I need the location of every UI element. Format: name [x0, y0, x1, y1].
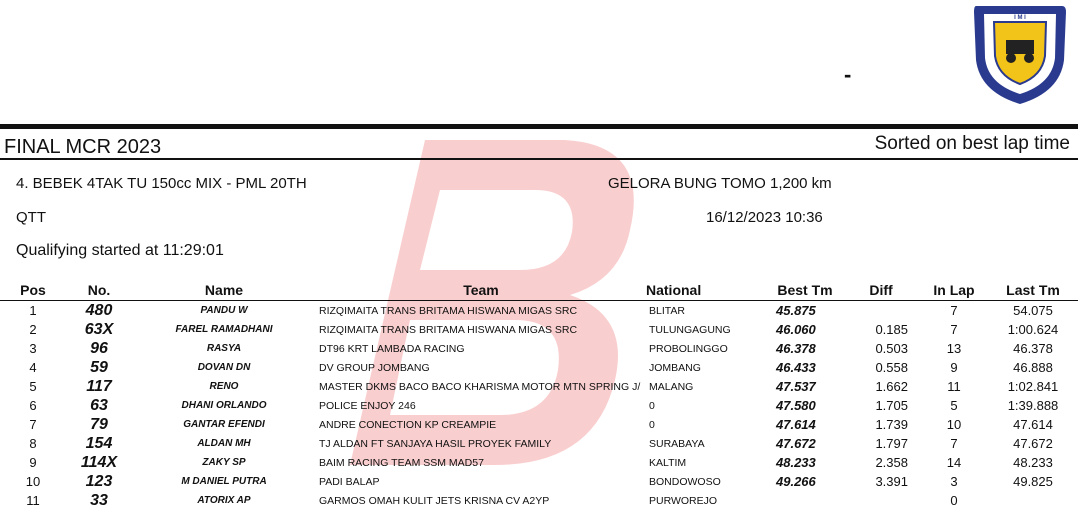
- cell-pos: 1: [29, 303, 37, 318]
- col-header-pos: Pos: [0, 280, 66, 301]
- cell-number: 63X: [84, 320, 114, 338]
- cell-best-time: 49.266: [776, 474, 816, 489]
- col-header-team: Team: [316, 280, 646, 301]
- cell-pos: 7: [29, 417, 37, 432]
- cell-diff: 1.705: [875, 398, 908, 413]
- event-title: FINAL MCR 2023: [4, 136, 162, 158]
- cell-diff: 0.558: [875, 360, 908, 375]
- cell-pos: 8: [29, 436, 37, 451]
- col-header-name: Name: [132, 280, 316, 301]
- cell-rider-name: RENO: [209, 381, 239, 392]
- cell-best-time: 47.614: [776, 417, 816, 432]
- cell-team: TJ ALDAN FT SANJAYA HASIL PROYEK FAMILY: [319, 437, 552, 450]
- cell-in-lap: 7: [950, 436, 958, 451]
- results-table: [0, 280, 1078, 510]
- cell-last-time: 46.378: [1013, 341, 1053, 356]
- cell-number: 79: [90, 415, 108, 433]
- cell-team: GARMOS OMAH KULIT JETS KRISNA CV A2YP: [319, 494, 550, 507]
- cell-best-time: [768, 491, 842, 510]
- cell-rider-name: DHANI ORLANDO: [181, 400, 267, 411]
- header-dash: -: [844, 62, 852, 87]
- cell-best-time: 46.060: [776, 322, 816, 337]
- cell-best-time: 47.672: [776, 436, 816, 451]
- cell-last-time: 1:02.841: [1007, 379, 1059, 394]
- cell-in-lap: 7: [950, 322, 958, 337]
- cell-in-lap: 9: [950, 360, 958, 375]
- cell-rider-name: ATORIX AP: [197, 495, 251, 506]
- table-row: [0, 491, 1078, 510]
- cell-last-time: 47.614: [1013, 417, 1053, 432]
- cell-rider-name: RASYA: [206, 343, 242, 354]
- class-name: 4. BEBEK 4TAK TU 150cc MIX - PML 20TH: [16, 175, 307, 192]
- cell-last-time: 47.672: [1013, 436, 1053, 451]
- cell-number: 154: [85, 434, 113, 452]
- cell-last-time: 1:39.888: [1007, 398, 1059, 413]
- cell-national: 0: [649, 399, 655, 412]
- col-header-inlap: In Lap: [920, 280, 988, 301]
- cell-in-lap: 7: [950, 303, 958, 318]
- cell-best-time: 45.875: [776, 303, 816, 318]
- table-row: [0, 339, 1078, 358]
- cell-in-lap: 11: [947, 379, 961, 394]
- svg-text:I M I: I M I: [1014, 15, 1026, 21]
- cell-number: 114X: [80, 453, 118, 471]
- cell-in-lap: 13: [946, 341, 962, 356]
- cell-diff: 0.185: [875, 322, 908, 337]
- cell-rider-name: M DANIEL PUTRA: [181, 476, 267, 487]
- cell-last-time: [988, 491, 1078, 510]
- cell-team: MASTER DKMS BACO BACO KHARISMA MOTOR MTN SPRING J/: [319, 380, 641, 393]
- cell-team: DT96 KRT LAMBADA RACING: [319, 342, 465, 355]
- cell-pos: 2: [29, 322, 37, 337]
- cell-last-time: 49.825: [1013, 474, 1053, 489]
- table-row: [0, 358, 1078, 377]
- cell-last-time: 46.888: [1013, 360, 1053, 375]
- cell-number: 63: [90, 396, 108, 414]
- cell-rider-name: GANTAR EFENDI: [183, 419, 265, 430]
- table-row: [0, 472, 1078, 491]
- cell-national: PURWOREJO: [649, 494, 718, 507]
- cell-best-time: 47.580: [776, 398, 816, 413]
- cell-last-time: 1:00.624: [1007, 322, 1059, 337]
- cell-pos: 6: [29, 398, 37, 413]
- cell-team: ANDRE CONECTION KP CREAMPIE: [319, 418, 497, 431]
- cell-number: 59: [90, 358, 108, 376]
- cell-team: POLICE ENJOY 246: [319, 399, 416, 412]
- cell-in-lap: 0: [950, 493, 958, 508]
- cell-national: BLITAR: [649, 304, 685, 317]
- cell-in-lap: 14: [946, 455, 962, 470]
- cell-rider-name: FAREL RAMADHANI: [175, 324, 273, 335]
- cell-rider-name: ALDAN MH: [197, 438, 251, 449]
- cell-rider-name: PANDU W: [200, 305, 248, 316]
- cell-national: 0: [649, 418, 655, 431]
- cell-national: SURABAYA: [649, 437, 705, 450]
- cell-diff: 3.391: [875, 474, 908, 489]
- table-row: [0, 434, 1078, 453]
- cell-team: PADI BALAP: [319, 475, 380, 488]
- col-header-no: No.: [66, 280, 132, 301]
- header-divider: [0, 158, 1078, 160]
- cell-team: RIZQIMAITA TRANS BRITAMA HISWANA MIGAS SRC: [319, 323, 578, 336]
- col-header-best: Best Tm: [768, 280, 842, 301]
- table-row: [0, 415, 1078, 434]
- table-row: [0, 453, 1078, 472]
- cell-in-lap: 3: [950, 474, 958, 489]
- cell-best-time: 46.378: [776, 341, 816, 356]
- cell-diff: 0.503: [875, 341, 908, 356]
- table-row: [0, 396, 1078, 415]
- col-header-national: National: [646, 280, 768, 301]
- cell-team: RIZQIMAITA TRANS BRITAMA HISWANA MIGAS SRC: [319, 304, 578, 317]
- cell-diff: [842, 491, 920, 510]
- cell-in-lap: 10: [946, 417, 962, 432]
- header-rule: [0, 124, 1078, 129]
- table-row: [0, 301, 1078, 321]
- cell-national: TULUNGAGUNG: [649, 323, 731, 336]
- session-name: QTT: [16, 209, 46, 226]
- cell-diff: 2.358: [875, 455, 908, 470]
- cell-national: KALTIM: [649, 456, 687, 469]
- cell-national: BONDOWOSO: [649, 475, 721, 488]
- table-header-row: [0, 280, 1078, 301]
- table-row: [0, 320, 1078, 339]
- cell-last-time: 48.233: [1013, 455, 1053, 470]
- cell-pos: 4: [29, 360, 37, 375]
- session-datetime: 16/12/2023 10:36: [706, 209, 823, 226]
- cell-number: 480: [85, 301, 113, 319]
- cell-rider-name: DOVAN DN: [197, 362, 251, 373]
- cell-national: JOMBANG: [649, 361, 701, 374]
- col-header-last: Last Tm: [988, 280, 1078, 301]
- cell-best-time: 46.433: [776, 360, 816, 375]
- cell-pos: 5: [29, 379, 37, 394]
- cell-team: DV GROUP JOMBANG: [319, 361, 430, 374]
- cell-best-time: 48.233: [776, 455, 816, 470]
- cell-pos: 3: [29, 341, 37, 356]
- cell-number: 96: [90, 339, 108, 357]
- cell-number: 123: [85, 472, 113, 490]
- circuit-name: GELORA BUNG TOMO 1,200 km: [608, 175, 832, 192]
- imi-logo-icon: [962, 0, 1078, 108]
- cell-rider-name: ZAKY SP: [202, 457, 246, 468]
- cell-pos: 11: [26, 493, 40, 508]
- cell-diff: 1.797: [875, 436, 908, 451]
- cell-best-time: 47.537: [776, 379, 816, 394]
- table-row: [0, 377, 1078, 396]
- sort-note: Sorted on best lap time: [874, 133, 1070, 154]
- cell-number: 33: [90, 491, 108, 509]
- cell-national: PROBOLINGGO: [649, 342, 728, 355]
- cell-last-time: 54.075: [1013, 303, 1053, 318]
- cell-national: MALANG: [649, 380, 694, 393]
- cell-pos: 9: [29, 455, 37, 470]
- cell-in-lap: 5: [950, 398, 958, 413]
- cell-pos: 10: [25, 474, 41, 489]
- cell-number: 117: [86, 377, 112, 395]
- cell-diff: [842, 301, 920, 321]
- cell-team: BAIM RACING TEAM SSM MAD57: [319, 456, 484, 469]
- cell-diff: 1.739: [875, 417, 908, 432]
- qualifying-note: Qualifying started at 11:29:01: [16, 242, 224, 259]
- col-header-diff: Diff: [842, 280, 920, 301]
- cell-diff: 1.662: [875, 379, 908, 394]
